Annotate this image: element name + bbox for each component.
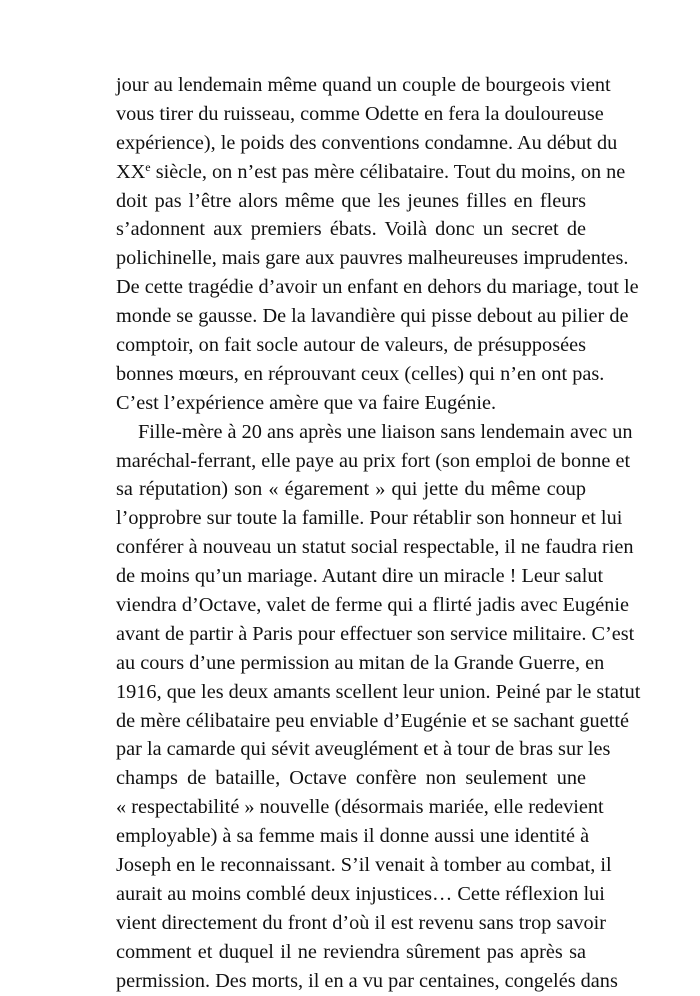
text-line: jour au lendemain même quand un couple de bourgeois vient (116, 74, 611, 96)
century-superscript: e (145, 159, 151, 174)
text-line: permission. Des morts, il en a vu par centaines, congelés dans (116, 969, 618, 992)
century-prefix: XX (116, 160, 146, 183)
text-line: monde se gausse. De la lavandière qui pisse debout au pilier de (116, 305, 629, 328)
paragraph-2 (116, 418, 641, 996)
text-line: doit pas l’être alors même que les jeunes filles en fleurs (116, 189, 586, 212)
text-line: « respectabilité » nouvelle (désormais mariée, elle redevient (116, 796, 604, 819)
text-line: bonnes mœurs, en réprouvant ceux (celles) qui n’en ont pas. (116, 362, 605, 385)
text-line: de mère célibataire peu enviable d’Eugénie et se sachant guetté (116, 709, 629, 732)
text-line: employable) à sa femme mais il donne aussi une identité à (116, 825, 590, 848)
text-line: comment et duquel il ne reviendra sûrement pas après sa (116, 940, 586, 963)
paragraph-1 (116, 71, 639, 418)
text-line: s’adonnent aux premiers ébats. Voilà donc un secret de (116, 218, 586, 241)
text-line: expérience), le poids des conventions condamne. Au début du (116, 131, 618, 154)
text-line: De cette tragédie d’avoir un enfant en dehors du mariage, tout le (116, 276, 639, 299)
text-line: conférer à nouveau un statut social respectable, il ne faudra rien (116, 536, 634, 559)
text-line: aurait au moins comblé deux injustices… Cette réflexion lui (116, 882, 605, 905)
text-line: de moins qu’un mariage. Autant dire un miracle ! Leur salut (116, 565, 604, 588)
text-line: par la camarde qui sévit aveuglément et à tour de bras sur les (116, 738, 611, 761)
text-line: au cours d’une permission au mitan de la Grande Guerre, en (116, 651, 605, 674)
text-line (116, 158, 626, 187)
text-line: vous tirer du ruisseau, comme Odette en fera la douloureuse (116, 102, 604, 125)
book-page (116, 71, 641, 996)
text-line: C’est l’expérience amère que va faire Eugénie. (116, 391, 497, 414)
text-line: Fille-mère à 20 ans après une liaison sans lendemain avec un (138, 420, 633, 443)
text-line: comptoir, on fait socle autour de valeurs, de présupposées (116, 334, 586, 357)
text-line: champs de bataille, Octave confère non seulement une (116, 767, 586, 790)
text-line: l’opprobre sur toute la famille. Pour rétablir son honneur et lui (116, 507, 623, 530)
text-line-rest: siècle, on n’est pas mère célibataire. Tout du moins, on ne (155, 160, 626, 183)
text-line: avant de partir à Paris pour effectuer son service militaire. C’est (116, 622, 635, 645)
text-line: maréchal-ferrant, elle paye au prix fort (son emploi de bonne et (116, 449, 631, 472)
text-line: viendra d’Octave, valet de ferme qui a flirté jadis avec Eugénie (116, 594, 629, 617)
text-line: Joseph en le reconnaissant. S’il venait à tomber au combat, il (116, 854, 612, 877)
text-line: polichinelle, mais gare aux pauvres malheureuses imprudentes. (116, 247, 629, 270)
text-line: vient directement du front d’où il est revenu sans trop savoir (116, 911, 606, 934)
text-line: 1916, que les deux amants scellent leur union. Peiné par le statut (116, 680, 641, 703)
text-line: sa réputation) son « égarement » qui jette du même coup (116, 478, 586, 501)
